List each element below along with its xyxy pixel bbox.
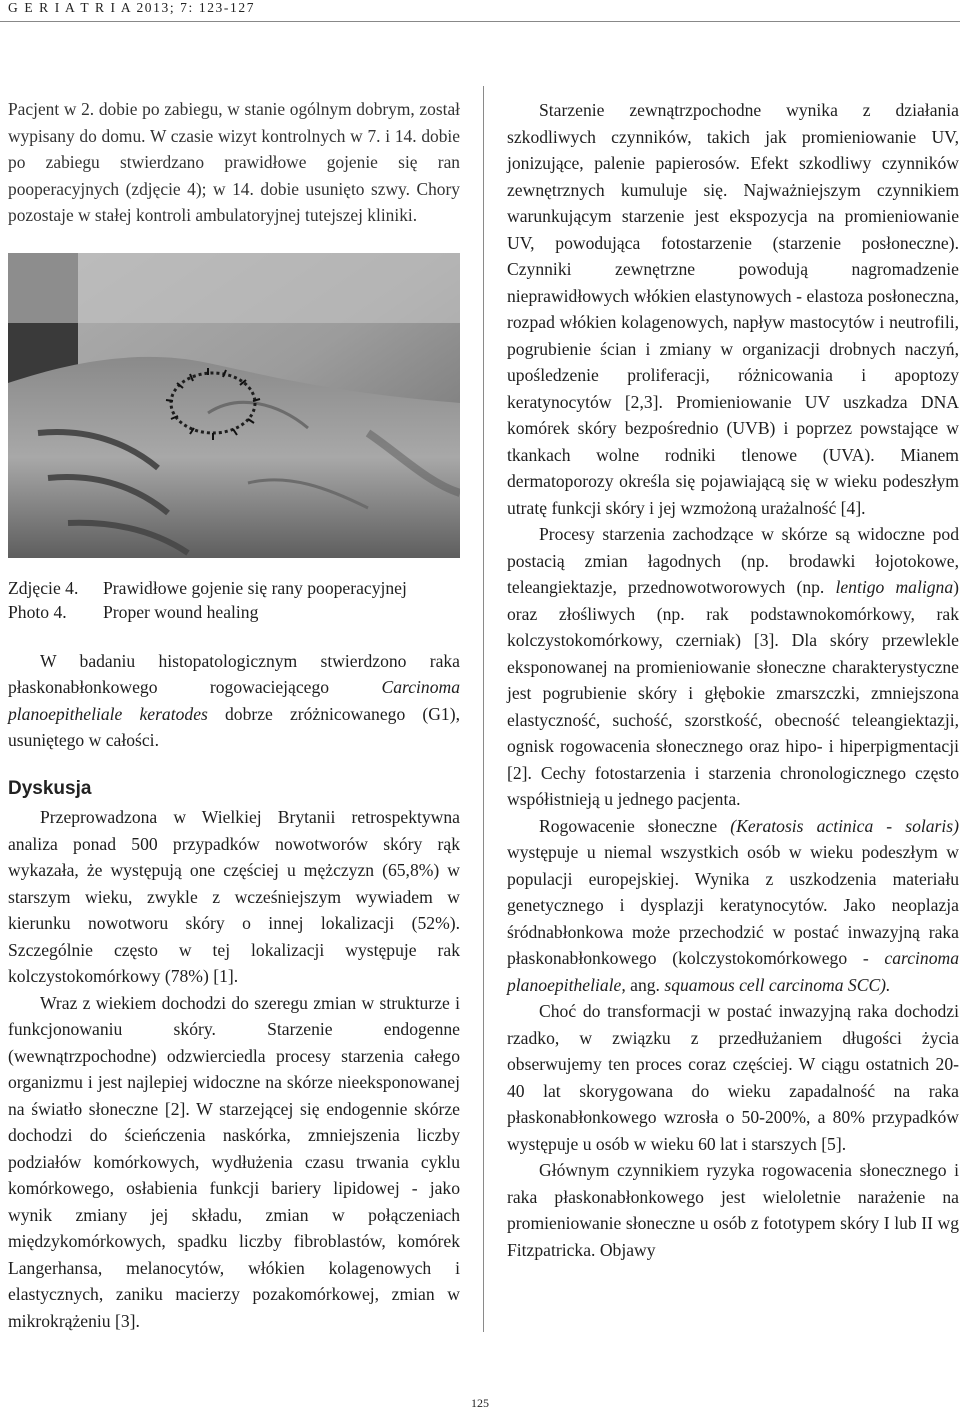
right-column bbox=[507, 97, 959, 1263]
paragraph-risk-factors: Głównym czynnikiem ryzyka rogowacenia słonecznego i raka płaskonabłonkowego jest wieloletnie narażenie na promieniowanie słoneczne u osób z fototypem skóry I lub II wg Fitzpatricka. Objawy bbox=[507, 1160, 959, 1260]
paragraph-skin-aging-processes: Procesy starzenia zachodzące w skórze są widoczne pod postacią zmian łagodnych (np. brodawki łojotokowe, teleangiektazje, przednowotworowych (np. lentigo maligna) oraz złośliwych (np. rak podstawnokomórkowy, rak kolczystokomórkowy, czerniak) [3]. Dla skóry przewlekle eksponowanej na promieniowanie słoneczne charakterystyczne jest pogrubienie skóry i głębokie zmarszczki, zmniejszona elastyczność, suchość, szorstkość, obecność teleangiektazji, ognisk rogowacenia słonecznego oraz hipo- i hiperpigmentacji [2]. Cechy fotostarzenia i starzenia chronologicznego często współistnieją u jednego pacjenta. bbox=[507, 524, 959, 809]
photo-caption bbox=[8, 576, 460, 624]
paragraph-exogenous-aging: Starzenie zewnątrzpochodne wynika z działania szkodliwych czynników, takich jak promieniowanie UV, jonizujące, palenie papierosów. Efekt szkodliwy czynników zewnętrznych kumuluje się. Najważniejszym czynnikiem warunkującym starzenie jest ekspozycja na promieniowanie UV, powodująca fotostarzenie (starzenie posłoneczne). Czynniki zewnętrzne powodują nagromadzenie nieprawidłowych włókien elastynowych - elastoza posłoneczna, rozpad włókien kolagenowych, napływ mastocytów i neutrofili, pogrubienie ścian i zmiany w organizacji drobnych naczyń, upośledzenie proliferacji, różnicowania i apoptozy keratynocytów [2,3]. Promieniowanie UV uszkadza DNA komórek skóry bezpośrednio (UVB) i poprzez powstające w tkankach wolne rodniki tlenowe (UVA). Mianem dermatoporozy określa się pojawiającą się w wieku podeszłym utratę funkcji skóry i jej wzmożoną urażalność [4]. bbox=[507, 100, 959, 518]
section-heading-discussion: Dyskusja bbox=[8, 777, 92, 799]
paragraph-endogenous-aging: Wraz z wiekiem dochodzi do szeregu zmian w strukturze i funkcjonowaniu skóry. Starzenie endogenne (wewnątrzpochodne) odzwierciedla procesy starzenia całego organizmu i jest najlepiej widoczne na skórze nieeksponowanej na światło słoneczne [2]. W starzejącej się endogennie skórze dochodzi do ścieńczenia naskórka, zmniejszenia liczby podziałów komórkowych, wydłużenia czasu trwania cyklu komórkowego, osłabienia funkcji bariery lipidowej - jako wynik zmiany jej składu, zmian w połączeniach międzykomórkowych, spadku liczby fibroblastów, komórek Langerhansa, melanocytów, włókien kolagenowych i elastycznych, zaniku macierzy pozakomórkowej, zmian w mikrokrążeniu [3]. bbox=[8, 992, 460, 1331]
page-number: 125 bbox=[471, 1396, 489, 1410]
running-head: G E R I A T R I A 2013; 7: 123-127 bbox=[8, 0, 256, 15]
caption-label-en: Photo 4. bbox=[8, 601, 67, 622]
caption-label-pl: Zdjęcie 4. bbox=[8, 577, 79, 598]
hand-photo-icon bbox=[8, 253, 460, 558]
header-rule bbox=[0, 21, 960, 22]
paragraph-histopathology: W badaniu histopatologicznym stwierdzono raka płaskonabłonkowego rogowaciejącego Carcinoma planoepitheliale keratodes dobrze zróżnicowanego (G1), usuniętego w całości. bbox=[8, 650, 460, 750]
paragraph-transformation: Choć do transformacji w postać inwazyjną raka dochodzi rzadko, w związku z przedłużaniem długości życia obserwujemy ten proces coraz częściej. W ciągu ostatnich 20-40 lat skorygowana do wieku zapadalność na raka płaskonabłonkowego wzrosła o 50-200%, a 80% przypadków występuje u osób w wieku 60 lat i starszych [5]. bbox=[507, 1001, 959, 1154]
hand-wound-photo bbox=[8, 253, 460, 558]
paragraph-uk-analysis: Przeprowadzona w Wielkiej Brytanii retrospektywna analiza ponad 500 przypadków nowotworów skóry rąk wykazała, że występują one częściej u mężczyzn (65,8%) w starszym wieku, zwykle z wcześniejszym wywiadem w kierunku nowotworu skóry o innej lokalizacji (52%). Szczególnie często w tej lokalizacji występuje rak kolczystokomórkowy (78%) [1]. bbox=[8, 807, 460, 986]
left-column bbox=[8, 96, 460, 1334]
paragraph-actinic-keratosis: Rogowacenie słoneczne (Keratosis actinica - solaris) występuje u niemal wszystkich osób w wieku podeszłym w populacji europejskiej. Wynika z uszkodzenia materiału genetycznego i dysplazji keratynocytów. Jako neoplazja śródnabłonkowa może przechodzić w postać inwazyjną raka płaskonabłonkowego (kolczystokomórkowego - carcinoma planoepitheliale, ang. squamous cell carcinoma SCC). bbox=[507, 815, 959, 995]
paragraph-patient-discharge: Pacjent w 2. dobie po zabiegu, w stanie ogólnym dobrym, został wypisany do domu. W czasie wizyt kontrolnych w 7. i 14. dobie po zabiegu stwierdzano prawidłowe gojenie się ran pooperacyjnych (zdjęcie 4); w 14. dobie usunięto szwy. Chory pozostaje w stałej kontroli ambulatoryjnej tutejszej kliniki. bbox=[8, 99, 460, 225]
caption-text-pl: Prawidłowe gojenie się rany pooperacyjnej bbox=[103, 577, 407, 598]
caption-text-en: Proper wound healing bbox=[103, 601, 259, 622]
column-divider bbox=[483, 86, 484, 1332]
